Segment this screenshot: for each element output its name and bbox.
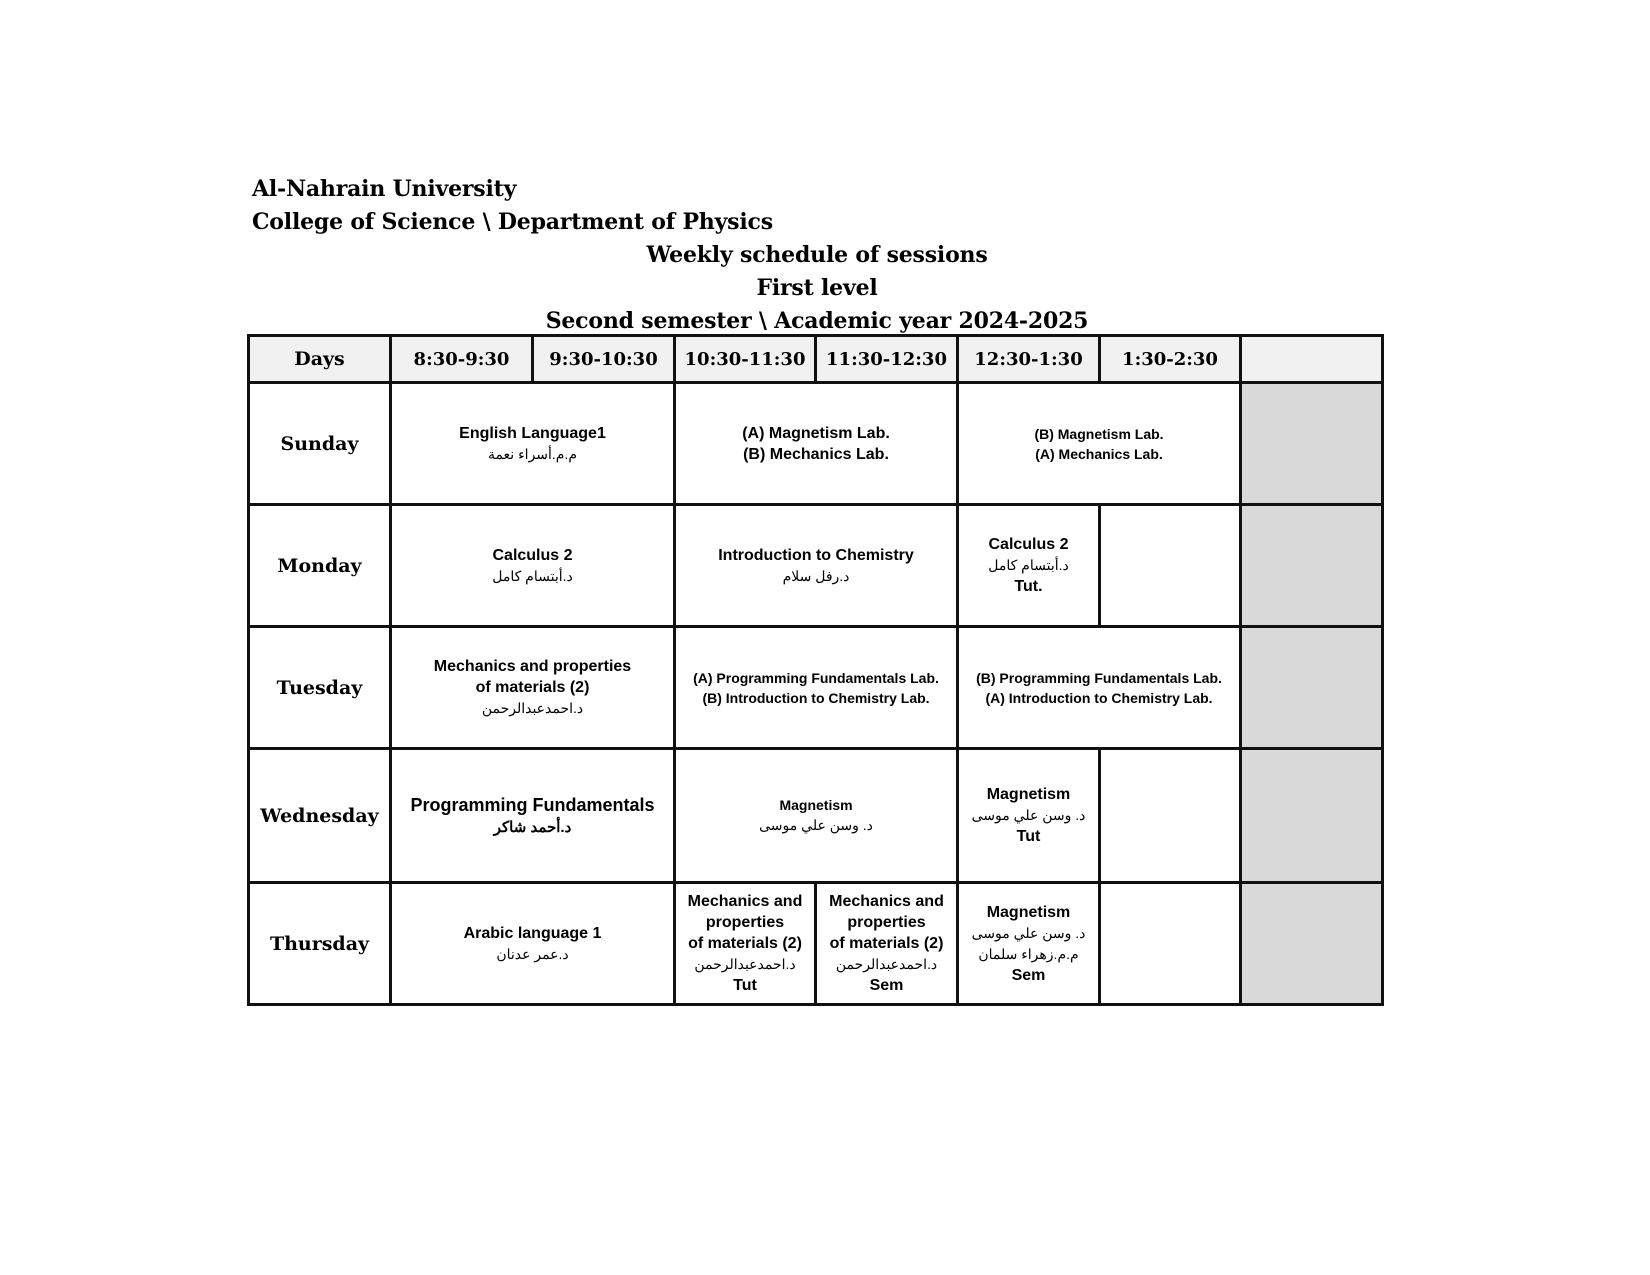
university-name: Al-Nahrain University	[252, 176, 517, 202]
course-name: (A) Introduction to Chemistry Lab.	[985, 689, 1213, 706]
instructor-name: د.أحمد شاكر	[493, 818, 572, 836]
semester-title: Second semester \ Academic year 2024-2025	[545, 308, 1089, 334]
sunday-row	[249, 383, 1383, 505]
time-slot-header: 9:30-10:30	[533, 336, 675, 383]
session-type: Tut.	[1014, 578, 1043, 595]
session-cell	[391, 883, 675, 1005]
course-name: of materials (2)	[829, 935, 944, 952]
course-name: Mechanics and	[687, 893, 803, 910]
session-cell	[675, 749, 958, 883]
session-cell	[675, 627, 958, 749]
empty-cell	[1100, 883, 1241, 1005]
time-slot-header: 10:30-11:30	[675, 336, 816, 383]
session-cell	[958, 627, 1241, 749]
instructor-name: م.م.زهراء سلمان	[978, 945, 1079, 962]
time-slot-header: 11:30-12:30	[816, 336, 958, 383]
schedule-title: Weekly schedule of sessions	[646, 242, 988, 268]
blank-cell	[1241, 749, 1383, 883]
course-name: Programming Fundamentals	[410, 794, 655, 815]
time-slot-header: 1:30-2:30	[1100, 336, 1241, 383]
session-type: Sem	[869, 977, 904, 994]
session-cell	[675, 505, 958, 627]
course-name: Arabic language 1	[463, 924, 602, 942]
thursday-row	[249, 883, 1383, 1005]
tuesday-row	[249, 627, 1383, 749]
monday-row	[249, 505, 1383, 627]
header-row	[249, 336, 1383, 383]
time-slot-header: 12:30-1:30	[958, 336, 1100, 383]
session-cell	[816, 883, 958, 1005]
session-type: Tut	[733, 977, 757, 994]
instructor-name: د. وسن علي موسى	[971, 924, 1086, 941]
course-name: of materials (2)	[688, 935, 802, 952]
day-label: Wednesday	[249, 749, 391, 883]
session-type: Sem	[1011, 966, 1046, 984]
instructor-name: د. وسن علي موسى	[971, 807, 1086, 823]
day-label: Sunday	[249, 383, 391, 505]
blank-cell	[1241, 383, 1383, 505]
session-cell	[391, 627, 675, 749]
course-name: (A) Programming Fundamentals Lab.	[693, 669, 939, 686]
session-cell	[958, 883, 1100, 1005]
session-cell	[958, 383, 1241, 505]
course-name: (A) Magnetism Lab.	[742, 424, 890, 442]
college-name: College of Science \ Department of Physics	[252, 209, 773, 235]
course-name: (B) Introduction to Chemistry Lab.	[702, 689, 930, 706]
course-name: properties	[705, 914, 785, 931]
days-header: Days	[249, 336, 391, 383]
blank-cell	[1241, 505, 1383, 627]
time-slot-header: 8:30-9:30	[391, 336, 533, 383]
course-name: Mechanics and properties	[433, 658, 632, 675]
wednesday-row	[249, 749, 1383, 883]
instructor-name: د.أبتسام كامل	[492, 567, 573, 584]
session-cell	[391, 505, 675, 627]
blank-header-cell	[1241, 336, 1383, 383]
course-name: Calculus 2	[988, 536, 1069, 553]
course-name: (B) Programming Fundamentals Lab.	[976, 669, 1222, 686]
session-cell	[958, 505, 1100, 627]
course-name: Calculus 2	[492, 546, 573, 564]
session-cell	[675, 383, 958, 505]
instructor-name: د.احمدعبدالرحمن	[481, 700, 584, 716]
level-title: First level	[756, 275, 878, 301]
blank-cell	[1241, 627, 1383, 749]
instructor-name: د. وسن علي موسى	[759, 817, 873, 833]
session-cell	[391, 749, 675, 883]
course-name: (A) Mechanics Lab.	[1035, 445, 1163, 462]
course-name: Magnetism	[986, 786, 1071, 803]
session-cell	[391, 383, 675, 505]
instructor-name: د.رفل سلام	[782, 567, 850, 584]
day-label: Thursday	[249, 883, 391, 1005]
blank-cell	[1241, 883, 1383, 1005]
instructor-name: د.احمدعبدالرحمن	[835, 956, 938, 972]
session-cell	[675, 883, 816, 1005]
course-name: English Language1	[459, 424, 606, 442]
course-name: Magnetism	[986, 903, 1071, 921]
course-name: of materials (2)	[475, 679, 590, 696]
course-name: Mechanics and	[829, 893, 944, 910]
course-name: Introduction to Chemistry	[718, 546, 914, 564]
session-type: Tut	[1016, 828, 1041, 845]
course-name: Magnetism	[779, 797, 853, 813]
instructor-name: د.عمر عدنان	[496, 945, 569, 962]
course-name: properties	[847, 914, 926, 931]
instructor-name: د.احمدعبدالرحمن	[694, 956, 796, 972]
day-label: Monday	[249, 505, 391, 627]
day-label: Tuesday	[249, 627, 391, 749]
empty-cell	[1100, 505, 1241, 627]
empty-cell	[1100, 749, 1241, 883]
course-name: (B) Magnetism Lab.	[1034, 425, 1164, 442]
schedule-table	[247, 334, 1384, 1006]
instructor-name: م.م.أسراء نعمة	[487, 445, 578, 462]
session-cell	[958, 749, 1100, 883]
course-name: (B) Mechanics Lab.	[743, 445, 889, 463]
instructor-name: د.أبتسام كامل	[988, 557, 1069, 573]
